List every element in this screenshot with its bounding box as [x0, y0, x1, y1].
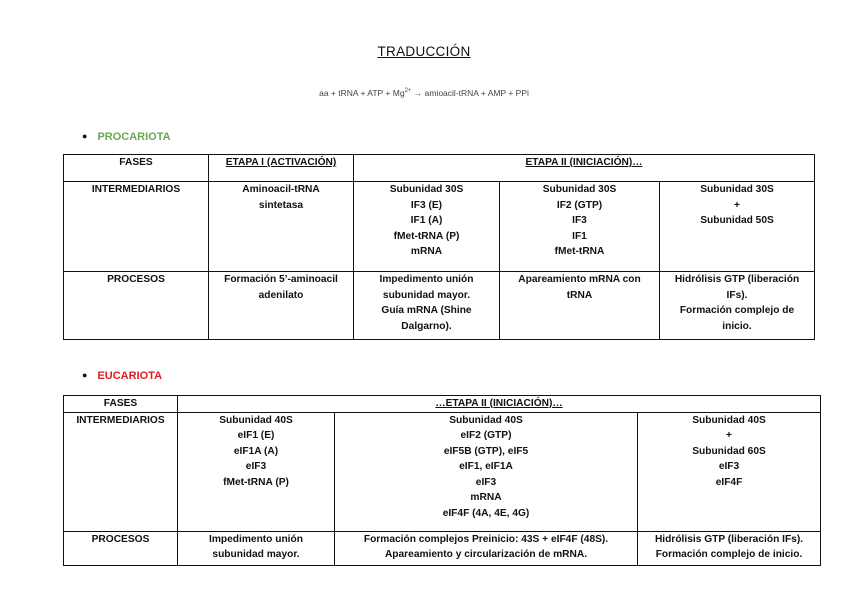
cell-line: Hidrólisis GTP (liberación IFs). — [654, 533, 804, 545]
cell-line: IFs). — [726, 289, 748, 301]
cell-line: Subunidad 40S — [449, 414, 523, 426]
cell-line: Formación complejos Preinicio: 43S + eIF4F (48S). — [363, 533, 609, 545]
table-row — [64, 155, 815, 182]
header-etapa2: …ETAPA II (INICIACIÓN)… — [178, 396, 821, 413]
bullet-icon: ● — [82, 131, 88, 141]
procariota-table — [63, 154, 815, 340]
cell-line: Hidrólisis GTP (liberación — [674, 274, 800, 285]
section-label: PROCARIOTA — [97, 131, 171, 143]
cell-line: Subunidad 40S — [692, 414, 766, 426]
cell-line: + — [726, 430, 732, 441]
cell-line: inicio. — [722, 320, 752, 332]
eucariota-table — [63, 395, 821, 566]
table-cell — [500, 272, 660, 340]
reaction-equation — [0, 88, 848, 98]
cell-line: eIF1, eIF1A — [459, 461, 513, 472]
cell-line: IF1 (A) — [410, 215, 443, 226]
cell-line: Subunidad 50S — [700, 215, 774, 226]
section-label: EUCARIOTA — [97, 370, 163, 382]
cell-line: Formación complejo de — [679, 305, 795, 316]
cell-line: IF1 — [572, 230, 587, 242]
equation-products: → amioacil-tRNA + AMP + PPi — [411, 88, 529, 98]
table-cell — [660, 272, 815, 340]
table-row — [64, 182, 815, 272]
cell-line: Impedimento unión — [209, 533, 303, 545]
cell-line: eIF2 (GTP) — [460, 430, 512, 441]
cell-line: Formación complejo de inicio. — [655, 549, 803, 560]
cell-line: Apareamiento mRNA con — [518, 274, 641, 285]
table-cell — [500, 182, 660, 272]
cell-line: Dalgarno). — [401, 320, 452, 332]
cell-line: adenilato — [258, 289, 304, 301]
cell-line: Subunidad 40S — [219, 414, 293, 426]
equation-superscript: 2+ — [404, 88, 412, 95]
table-cell — [178, 531, 335, 565]
cell-line: Aminoacil-tRNA — [242, 184, 320, 195]
cell-line: eIF4F — [715, 476, 743, 488]
header-etapa1: ETAPA I (ACTIVACIÓN) — [209, 155, 354, 182]
table-cell — [335, 531, 638, 565]
cell-line: sintetasa — [258, 199, 304, 211]
header-fases: FASES — [64, 155, 209, 182]
cell-line: eIF3 — [718, 461, 740, 472]
table-cell — [354, 272, 500, 340]
cell-line: subunidad mayor. — [212, 549, 300, 560]
table-cell — [638, 531, 821, 565]
table-cell — [178, 412, 335, 531]
cell-line: eIF3 — [475, 476, 497, 488]
table-cell — [660, 182, 815, 272]
cell-line: eIF4F (4A, 4E, 4G) — [442, 507, 530, 519]
cell-line: IF2 (GTP) — [556, 199, 603, 211]
cell-line: subunidad mayor. — [382, 289, 471, 301]
row-label: INTERMEDIARIOS — [64, 412, 178, 531]
header-fases: FASES — [64, 396, 178, 413]
table-cell — [209, 182, 354, 272]
cell-line: Guía mRNA (Shine — [381, 305, 472, 316]
cell-line: fMet-tRNA (P) — [223, 476, 289, 488]
table-row — [64, 412, 821, 531]
bullet-icon: ● — [82, 370, 88, 380]
cell-line: Subunidad 60S — [692, 445, 766, 457]
cell-line: Apareamiento y circularización de mRNA. — [384, 549, 588, 560]
cell-line: Subunidad 30S — [389, 184, 464, 195]
table-cell — [335, 412, 638, 531]
section-eucariota — [82, 370, 162, 382]
row-label: PROCESOS — [64, 272, 209, 340]
cell-line: Subunidad 30S — [542, 184, 617, 195]
table-cell — [638, 412, 821, 531]
cell-line: + — [734, 199, 740, 211]
cell-line: tRNA — [566, 289, 593, 301]
cell-line: eIF1A (A) — [233, 445, 279, 457]
section-procariota — [82, 131, 171, 143]
header-etapa2: ETAPA II (INICIACIÓN)… — [354, 155, 815, 182]
cell-line: IF3 (E) — [410, 199, 443, 211]
row-label: INTERMEDIARIOS — [64, 182, 209, 272]
cell-line: Impedimento unión — [379, 274, 474, 285]
table-cell — [209, 272, 354, 340]
cell-line: Subunidad 30S — [700, 184, 774, 195]
cell-line: Formación 5’-aminoacil — [224, 274, 338, 285]
table-row — [64, 396, 821, 413]
cell-line: eIF3 — [245, 461, 267, 472]
row-label: PROCESOS — [64, 531, 178, 565]
cell-line: IF3 — [572, 215, 587, 226]
cell-line: mRNA — [470, 492, 502, 503]
cell-line: eIF1 (E) — [237, 430, 275, 441]
table-row — [64, 272, 815, 340]
equation-reactants: aa + tRNA + ATP + Mg — [319, 88, 405, 98]
cell-line: eIF5B (GTP), eIF5 — [443, 445, 529, 457]
cell-line: fMet-tRNA — [554, 246, 605, 257]
cell-line: fMet-tRNA (P) — [393, 230, 460, 242]
table-row — [64, 531, 821, 565]
table-cell — [354, 182, 500, 272]
cell-line: mRNA — [410, 246, 443, 257]
page-title: TRADUCCIÓN — [377, 44, 471, 59]
